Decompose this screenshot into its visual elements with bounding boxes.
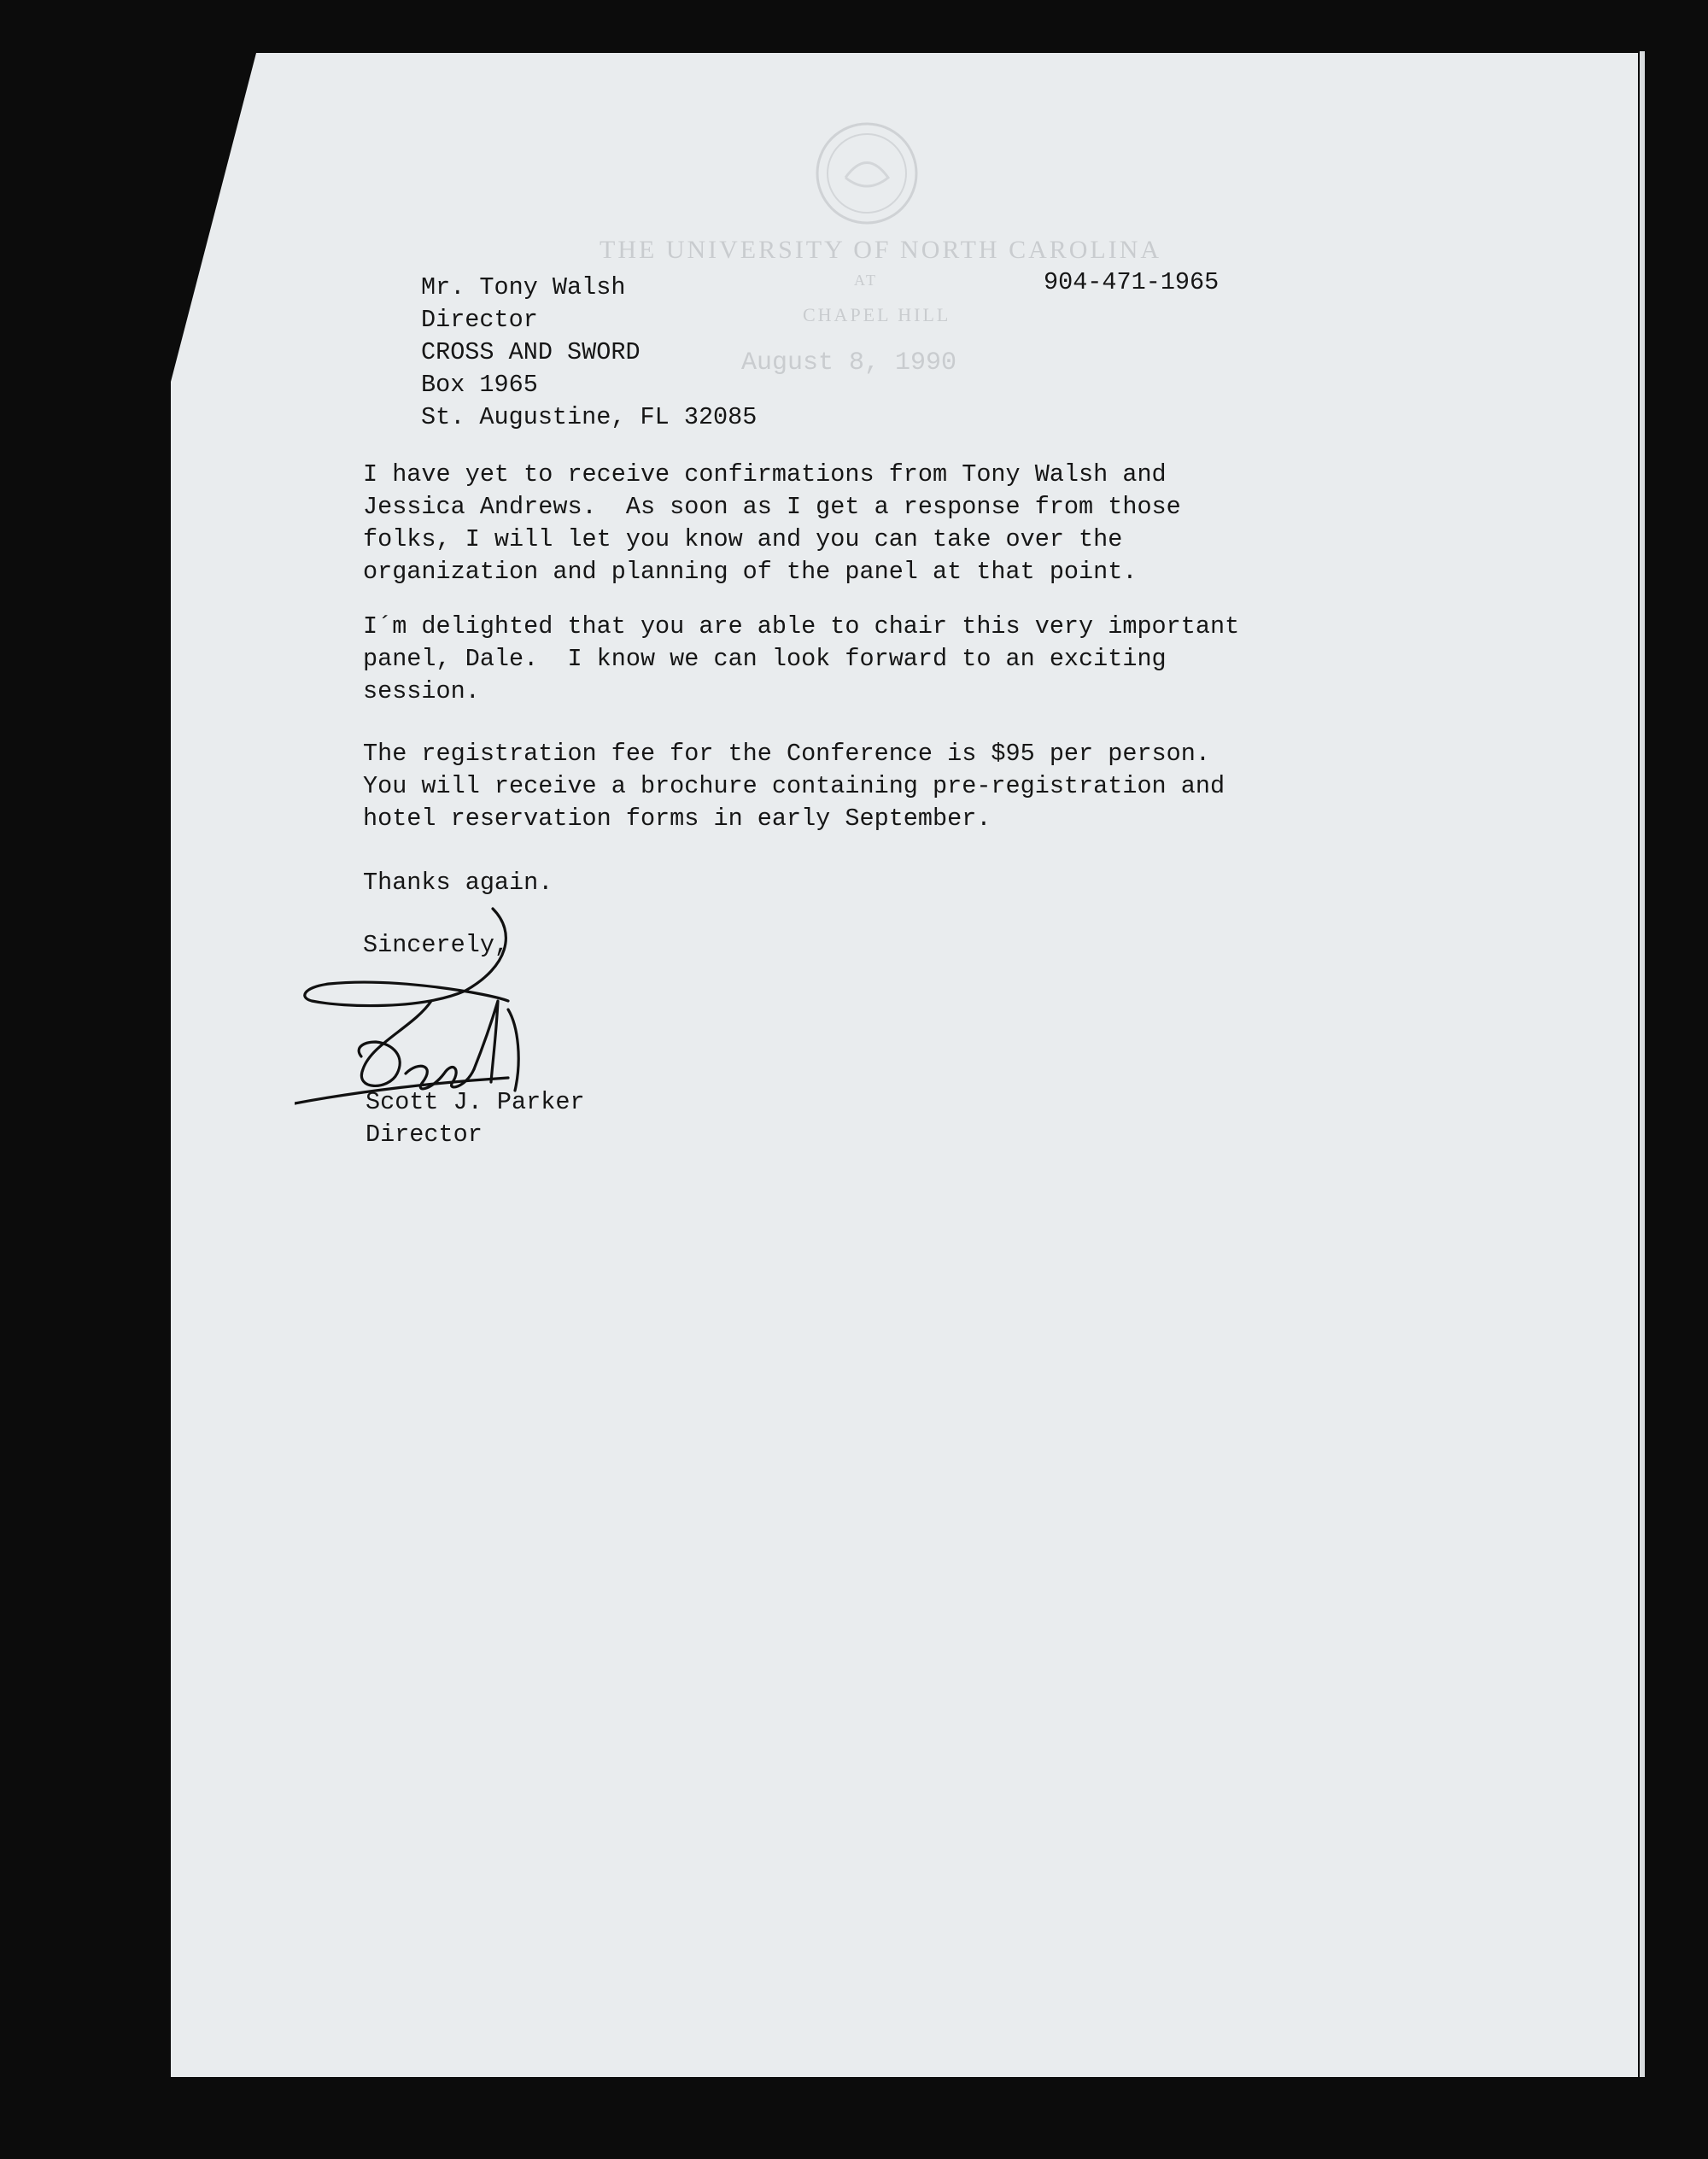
faded-letterhead-university: THE UNIVERSITY OF NORTH CAROLINA bbox=[600, 236, 1162, 264]
faded-letterhead-at: AT bbox=[854, 272, 878, 289]
page-edge bbox=[1640, 51, 1645, 2077]
recipient-organization: CROSS AND SWORD bbox=[421, 338, 640, 366]
paragraph-line: folks, I will let you know and you can take over the bbox=[363, 525, 1123, 553]
closing-salutation: Sincerely, bbox=[363, 931, 510, 959]
paragraph-line: organization and planning of the panel at that point. bbox=[363, 558, 1138, 586]
faded-letter-date: August 8, 1990 bbox=[741, 348, 957, 377]
paragraph-3 bbox=[363, 738, 1225, 835]
paragraph-line: panel, Dale. I know we can look forward to an exciting bbox=[363, 645, 1167, 673]
faded-letterhead-city: CHAPEL HILL bbox=[803, 304, 951, 325]
recipient-box: Box 1965 bbox=[421, 371, 538, 399]
recipient-address bbox=[421, 272, 757, 434]
paragraph-line: I have yet to receive confirmations from Tony Walsh and bbox=[363, 460, 1167, 489]
university-seal-icon bbox=[811, 118, 922, 229]
signer-title: Director bbox=[366, 1120, 483, 1149]
paragraph-line: Jessica Andrews. As soon as I get a response from those bbox=[363, 493, 1181, 521]
paragraph-line: I´m delighted that you are able to chair this very important bbox=[363, 612, 1240, 641]
paragraph-1 bbox=[363, 459, 1181, 588]
paragraph-2 bbox=[363, 611, 1239, 708]
recipient-city: St. Augustine, FL 32085 bbox=[421, 403, 757, 431]
paragraph-line: The registration fee for the Conference is $95 per person. bbox=[363, 740, 1210, 768]
closing-thanks: Thanks again. bbox=[363, 869, 553, 897]
signer-name: Scott J. Parker bbox=[366, 1088, 585, 1116]
recipient-name: Mr. Tony Walsh bbox=[421, 273, 626, 301]
paragraph-line: hotel reservation forms in early September. bbox=[363, 805, 991, 833]
recipient-title: Director bbox=[421, 306, 538, 334]
paragraph-line: session. bbox=[363, 677, 480, 705]
paragraph-line: You will receive a brochure containing pre-registration and bbox=[363, 772, 1225, 800]
recipient-phone: 904-471-1965 bbox=[1044, 268, 1220, 296]
